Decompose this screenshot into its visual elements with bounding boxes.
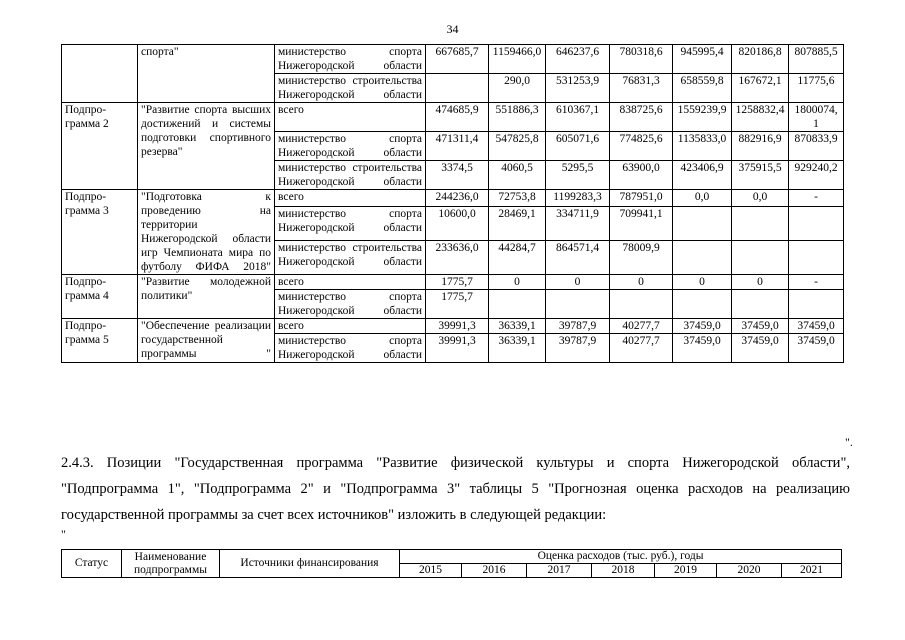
opening-quote: " [61,527,66,541]
expense-value: - [789,190,844,207]
expense-value: 28469,1 [489,207,546,241]
expense-value: 39787,9 [546,319,610,334]
expense-value: 646237,6 [546,45,610,74]
expense-value [732,290,789,319]
expense-value: 78009,9 [610,241,673,275]
header-year: 2020 [717,564,782,578]
table-row [62,190,844,207]
financing-source: всего [275,275,426,290]
header-year: 2021 [782,564,842,578]
subprogram-status: Подпро-грамма 4 [62,275,138,319]
expense-value: 667685,7 [426,45,489,74]
expense-value [789,241,844,275]
expense-value: 11775,6 [789,74,844,103]
expense-value: 774825,6 [610,132,673,161]
expense-value [732,241,789,275]
subprogram-name: "Подготовка к проведению на территории Нижегородской области игр Чемпионата мира по футболу ФИФА 2018" [138,190,275,275]
expense-value: 334711,9 [546,207,610,241]
expense-value [673,241,732,275]
expense-value: 0,0 [673,190,732,207]
expense-value: 474685,9 [426,103,489,132]
financing-source: министерство спорта Нижегородской области [275,290,426,319]
expense-value: 1559239,9 [673,103,732,132]
expense-value: 63900,0 [610,161,673,190]
expense-value: 1199283,3 [546,190,610,207]
subprogram-status: Подпро-грамма 3 [62,190,138,275]
expense-value: 551886,3 [489,103,546,132]
financing-source: министерство спорта Нижегородской области [275,207,426,241]
expense-value: 820186,8 [732,45,789,74]
expense-value [546,290,610,319]
header-year: 2017 [527,564,592,578]
table-row [62,275,844,290]
expense-value [489,290,546,319]
expense-value: 37459,0 [673,319,732,334]
expenditure-table [61,44,844,363]
financing-source: министерство спорта Нижегородской области [275,334,426,363]
expense-value: 40277,7 [610,319,673,334]
subprogram-name: спорта" [138,45,275,103]
expense-value [673,290,732,319]
expense-value: 37459,0 [789,319,844,334]
expense-value: 37459,0 [732,334,789,363]
expense-value [732,207,789,241]
financing-source: министерство строительства Нижегородской области [275,161,426,190]
financing-source: всего [275,190,426,207]
subprogram-name: "Развитие спорта высших достижений и системы подготовки спортивного резерва" [138,103,275,190]
expense-value: 244236,0 [426,190,489,207]
expense-value: 658559,8 [673,74,732,103]
expense-value: 4060,5 [489,161,546,190]
expense-value: 36339,1 [489,319,546,334]
header-year: 2016 [462,564,527,578]
header-expense-estimate: Оценка расходов (тыс. руб.), годы [400,550,842,564]
header-subprogram-name: Наименование подпрограммы [122,550,220,578]
header-financing-sources: Источники финансирования [220,550,400,578]
expense-value: 838725,6 [610,103,673,132]
financing-source: министерство строительства Нижегородской области [275,74,426,103]
table-row [62,319,844,334]
expense-value: 787951,0 [610,190,673,207]
expense-value: 605071,6 [546,132,610,161]
expense-value: 3374,5 [426,161,489,190]
expense-value: 37459,0 [673,334,732,363]
financing-source: всего [275,103,426,132]
expense-value: 547825,8 [489,132,546,161]
expense-value: 76831,3 [610,74,673,103]
expense-value: - [789,275,844,290]
expense-value: 375915,5 [732,161,789,190]
page-number: 34 [446,22,459,36]
financing-source: министерство строительства Нижегородской области [275,241,426,275]
expense-value: 929240,2 [789,161,844,190]
expense-value: 870833,9 [789,132,844,161]
expense-value: 40277,7 [610,334,673,363]
amendment-paragraph [61,450,850,528]
expense-value: 1159466,0 [489,45,546,74]
financing-source: всего [275,319,426,334]
expense-value: 423406,9 [673,161,732,190]
financing-source: министерство спорта Нижегородской области [275,45,426,74]
expense-value: 1775,7 [426,275,489,290]
expense-value: 1800074,1 [789,103,844,132]
expense-value: 37459,0 [789,334,844,363]
financing-source: министерство спорта Нижегородской области [275,132,426,161]
expense-value: 290,0 [489,74,546,103]
expense-value [610,290,673,319]
table-row [62,103,844,132]
expense-value: 531253,9 [546,74,610,103]
expense-value [789,290,844,319]
expense-value: 39991,3 [426,334,489,363]
subprogram-status: Подпро-грамма 2 [62,103,138,190]
expense-value: 0 [673,275,732,290]
header-year: 2019 [655,564,717,578]
expense-value: 780318,6 [610,45,673,74]
expense-value: 709941,1 [610,207,673,241]
expense-value: 807885,5 [789,45,844,74]
expense-value: 72753,8 [489,190,546,207]
table-header-new-edition [61,549,842,578]
expense-value: 0 [732,275,789,290]
expense-value: 471311,4 [426,132,489,161]
expense-value: 10600,0 [426,207,489,241]
expense-value: 0 [610,275,673,290]
subprogram-status: Подпро-грамма 5 [62,319,138,363]
header-year: 2015 [400,564,462,578]
expense-value: 945995,4 [673,45,732,74]
amendment-text: 2.4.3. Позиции "Государственная программа "Развитие физической культуры и спорта Нижегородской области", "Подпрограмма 1", "Подпрограмма 2" и "Подпрограмма 3" таблицы 5 "Прогнозная оценка расходов на реализацию государственной программы за счет всех источников" изложить в следующей редакции: [61,455,850,523]
expense-value: 1258832,4 [732,103,789,132]
subprogram-status [62,45,138,103]
expense-value [789,207,844,241]
expense-value: 39787,9 [546,334,610,363]
expense-value: 882916,9 [732,132,789,161]
expense-value: 0 [546,275,610,290]
expense-value: 0,0 [732,190,789,207]
expense-value: 233636,0 [426,241,489,275]
expense-value: 1135833,0 [673,132,732,161]
expense-value [673,207,732,241]
expense-value: 5295,5 [546,161,610,190]
expense-value: 39991,3 [426,319,489,334]
header-year: 2018 [592,564,655,578]
expense-value [426,74,489,103]
expense-value: 864571,4 [546,241,610,275]
expense-value: 0 [489,275,546,290]
table-row [62,45,844,74]
subprogram-name: "Развитие молодежной политики" [138,275,275,319]
expense-value: 610367,1 [546,103,610,132]
expense-value: 167672,1 [732,74,789,103]
expense-value: 1775,7 [426,290,489,319]
header-status: Статус [62,550,122,578]
closing-quote: ". [845,435,853,449]
expense-value: 37459,0 [732,319,789,334]
expense-value: 36339,1 [489,334,546,363]
expense-value: 44284,7 [489,241,546,275]
subprogram-name: "Обеспечение реализации государственной программы " [138,319,275,363]
